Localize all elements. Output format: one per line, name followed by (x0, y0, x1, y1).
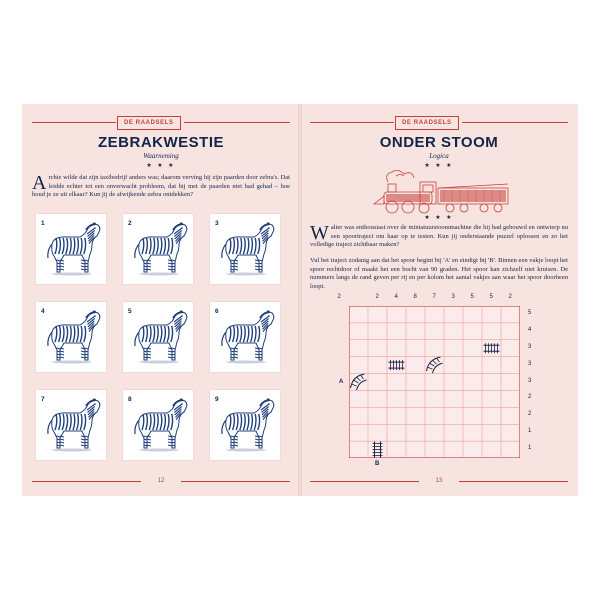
puzzle-instructions: Vul het traject zodanig aan dat het spoor begint bij 'A' en eindigt bij 'B'. Binnen een vakje loopt het spoor rechtdoor of maakt het een bocht van 90 graden. Het spoor kan zichzelf niet kruisen. De nummers langs de rand geven per rij en per kolom het aantal vakjes aan waar het spoor doorheen loopt. (310, 257, 568, 290)
header-rule (184, 122, 290, 123)
column-clue: 4 (394, 294, 398, 300)
row-clue: 3 (528, 343, 532, 350)
start-label-a: A (339, 378, 344, 385)
header-rule (462, 122, 568, 123)
column-clue: 2 (508, 294, 512, 300)
row-clue: 5 (528, 310, 532, 316)
story-text: alter was enthousiast over de miniatuurstoommachine die hij had gebouwd en ontwierp nu een spoortraject om haar op te testen. Kun jij onderstaande puzzel oplossen en zo het volledige traject zichtbaar maken? (310, 224, 568, 249)
track-puzzle-grid[interactable] (349, 306, 520, 458)
zebra-card[interactable] (123, 302, 193, 372)
row-clue: 2 (528, 394, 532, 401)
zebra-icon (129, 310, 189, 368)
section-tag: DE RAADSELS (395, 116, 459, 130)
zebra-number: 5 (128, 308, 132, 315)
zebra-card[interactable] (210, 302, 280, 372)
zebra-number: 8 (128, 396, 132, 403)
row-clue: 4 (528, 326, 532, 333)
row-clue: 2 (528, 411, 532, 418)
right-page-footer (310, 476, 568, 486)
zebra-icon (216, 398, 276, 456)
page-number: 13 (435, 478, 443, 484)
right-page-header (310, 116, 568, 128)
zebra-icon (129, 398, 189, 456)
row-clue: 1 (528, 445, 532, 452)
zebra-number: 7 (41, 396, 45, 403)
column-clue: 7 (432, 294, 436, 300)
column-clue: 8 (413, 294, 417, 300)
section-tag: DE RAADSELS (117, 116, 181, 130)
zebra-card[interactable] (210, 214, 280, 284)
zebra-card[interactable] (210, 390, 280, 460)
zebra-card[interactable] (36, 390, 106, 460)
puzzle-category: Waarneming (143, 152, 179, 160)
zebra-icon (42, 310, 102, 368)
page-number: 12 (157, 478, 165, 484)
left-page-footer (32, 476, 290, 486)
zebra-number: 9 (215, 396, 219, 403)
zebra-icon (129, 222, 189, 280)
drop-cap: W (310, 222, 329, 244)
row-clue: 3 (528, 360, 532, 367)
footer-rule (459, 481, 568, 482)
puzzle-category: Logica (429, 152, 449, 160)
intro-text: rchie wilde dat zijn taxibedrijf anders was; daarom verving hij zijn paarden door zebra's. Dat leidde echter tot een onverwacht probleem, dat hij met de paarden niet had gehad – hoe houd je ze uit elkaar? Kun jij de afwijkende zebra ontdekken? (32, 174, 290, 199)
zebra-icon (42, 398, 102, 456)
zebra-number: 1 (41, 220, 45, 227)
column-clue: 2 (337, 294, 341, 300)
difficulty-stars: ★ ★ ★ (146, 163, 176, 169)
zebra-icon (42, 222, 102, 280)
row-clue: 3 (528, 377, 532, 384)
puzzle-title: ZEBRAKWESTIE (98, 134, 224, 151)
header-rule (32, 122, 116, 123)
zebra-card[interactable] (36, 302, 106, 372)
zebra-card[interactable] (36, 214, 106, 284)
end-label-b: B (375, 461, 380, 467)
column-clue: 2 (375, 294, 379, 300)
footer-rule (181, 481, 290, 482)
zebra-card[interactable] (123, 214, 193, 284)
zebra-number: 6 (215, 308, 219, 315)
track-piece-horizontal (389, 360, 405, 370)
difficulty-stars: ★ ★ ★ (424, 215, 454, 221)
puzzle-intro (32, 174, 290, 200)
zebra-card[interactable] (123, 390, 193, 460)
zebra-icon (216, 222, 276, 280)
left-page-header (32, 116, 290, 128)
track-piece-vertical (484, 343, 500, 353)
column-clue: 5 (489, 294, 493, 300)
left-page (22, 104, 300, 496)
zebra-number: 4 (41, 308, 45, 315)
zebra-number: 3 (215, 220, 219, 227)
drop-cap: A (32, 172, 47, 194)
footer-rule (310, 481, 419, 482)
zebra-icon (216, 310, 276, 368)
column-clue: 5 (470, 294, 474, 300)
footer-rule (32, 481, 141, 482)
puzzle-title: ONDER STOOM (379, 134, 499, 151)
column-clue: 3 (451, 294, 455, 300)
steam-locomotive-icon (366, 170, 512, 216)
puzzle-story (310, 224, 568, 250)
header-rule (310, 122, 394, 123)
row-clue: 1 (528, 428, 532, 435)
difficulty-stars: ★ ★ ★ (424, 163, 454, 169)
zebra-number: 2 (128, 220, 132, 227)
